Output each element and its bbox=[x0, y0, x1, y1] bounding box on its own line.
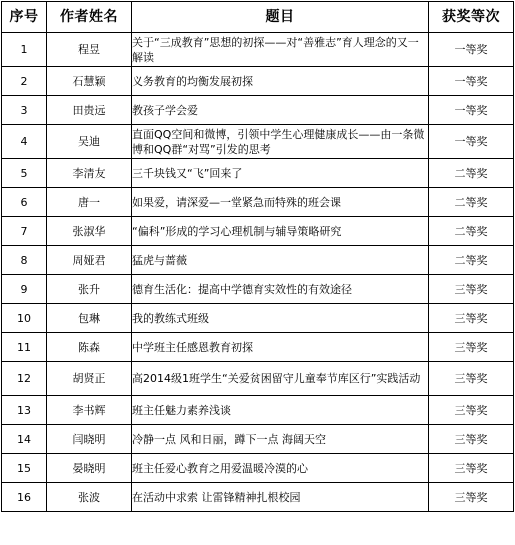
cell-title: 直面QQ空间和微博，引领中学生心理健康成长——由一条微博和QQ群“对骂”引发的思考 bbox=[132, 125, 429, 159]
cell-author: 胡贤正 bbox=[47, 362, 132, 396]
cell-author: 程昱 bbox=[47, 33, 132, 67]
cell-no: 8 bbox=[2, 246, 47, 275]
cell-award: 三等奖 bbox=[429, 333, 514, 362]
table-row bbox=[2, 483, 514, 512]
cell-no: 4 bbox=[2, 125, 47, 159]
cell-author: 唐一 bbox=[47, 188, 132, 217]
header-no: 序号 bbox=[2, 2, 47, 33]
cell-award: 一等奖 bbox=[429, 125, 514, 159]
table-header bbox=[2, 2, 514, 33]
cell-award: 三等奖 bbox=[429, 304, 514, 333]
cell-title: “偏科”形成的学习心理机制与辅导策略研究 bbox=[132, 217, 429, 246]
table-row bbox=[2, 333, 514, 362]
cell-author: 张波 bbox=[47, 483, 132, 512]
cell-title: 义务教育的均衡发展初探 bbox=[132, 67, 429, 96]
cell-author: 包琳 bbox=[47, 304, 132, 333]
cell-author: 闫晓明 bbox=[47, 425, 132, 454]
table-row bbox=[2, 67, 514, 96]
cell-author: 石慧颖 bbox=[47, 67, 132, 96]
cell-title: 如果爱，请深爱—一堂紧急而特殊的班会课 bbox=[132, 188, 429, 217]
cell-no: 15 bbox=[2, 454, 47, 483]
cell-no: 2 bbox=[2, 67, 47, 96]
cell-no: 12 bbox=[2, 362, 47, 396]
table-row bbox=[2, 246, 514, 275]
table-row bbox=[2, 188, 514, 217]
cell-award: 一等奖 bbox=[429, 33, 514, 67]
cell-no: 14 bbox=[2, 425, 47, 454]
cell-title: 教孩子学会爱 bbox=[132, 96, 429, 125]
cell-title: 冷静一点 风和日丽，蹲下一点 海阔天空 bbox=[132, 425, 429, 454]
cell-title: 猛虎与蔷薇 bbox=[132, 246, 429, 275]
table-row bbox=[2, 96, 514, 125]
cell-title: 我的教练式班级 bbox=[132, 304, 429, 333]
cell-award: 三等奖 bbox=[429, 425, 514, 454]
table-row bbox=[2, 362, 514, 396]
cell-author: 陈森 bbox=[47, 333, 132, 362]
cell-author: 吴迪 bbox=[47, 125, 132, 159]
cell-no: 13 bbox=[2, 396, 47, 425]
header-row bbox=[2, 2, 514, 33]
awards-table bbox=[1, 1, 514, 512]
cell-title: 德育生活化：提高中学德育实效性的有效途径 bbox=[132, 275, 429, 304]
cell-no: 6 bbox=[2, 188, 47, 217]
cell-title: 班主任魅力素养浅谈 bbox=[132, 396, 429, 425]
cell-author: 张淑华 bbox=[47, 217, 132, 246]
cell-title: 班主任爱心教育之用爱温暖冷漠的心 bbox=[132, 454, 429, 483]
cell-award: 一等奖 bbox=[429, 67, 514, 96]
cell-award: 一等奖 bbox=[429, 96, 514, 125]
cell-award: 二等奖 bbox=[429, 188, 514, 217]
cell-award: 二等奖 bbox=[429, 217, 514, 246]
cell-no: 1 bbox=[2, 33, 47, 67]
table-row bbox=[2, 275, 514, 304]
cell-no: 10 bbox=[2, 304, 47, 333]
cell-title: 中学班主任感恩教育初探 bbox=[132, 333, 429, 362]
table-row bbox=[2, 33, 514, 67]
cell-author: 田贵远 bbox=[47, 96, 132, 125]
table-body bbox=[2, 33, 514, 512]
cell-author: 李书辉 bbox=[47, 396, 132, 425]
table-row bbox=[2, 217, 514, 246]
cell-award: 二等奖 bbox=[429, 246, 514, 275]
table-row bbox=[2, 396, 514, 425]
cell-author: 李清友 bbox=[47, 159, 132, 188]
cell-award: 三等奖 bbox=[429, 275, 514, 304]
cell-no: 7 bbox=[2, 217, 47, 246]
table-row bbox=[2, 304, 514, 333]
table-row bbox=[2, 454, 514, 483]
cell-author: 张升 bbox=[47, 275, 132, 304]
cell-author: 晏晓明 bbox=[47, 454, 132, 483]
table-row bbox=[2, 125, 514, 159]
cell-award: 二等奖 bbox=[429, 159, 514, 188]
cell-no: 9 bbox=[2, 275, 47, 304]
cell-title: 三千块钱又“飞”回来了 bbox=[132, 159, 429, 188]
header-author: 作者姓名 bbox=[47, 2, 132, 33]
table-row bbox=[2, 425, 514, 454]
cell-no: 5 bbox=[2, 159, 47, 188]
cell-no: 16 bbox=[2, 483, 47, 512]
cell-title: 高2014级1班学生“关爱贫困留守儿童奉节库区行”实践活动 bbox=[132, 362, 429, 396]
cell-author: 周娅君 bbox=[47, 246, 132, 275]
cell-award: 三等奖 bbox=[429, 396, 514, 425]
cell-title: 在活动中求索 让雷锋精神扎根校园 bbox=[132, 483, 429, 512]
cell-no: 11 bbox=[2, 333, 47, 362]
table-row bbox=[2, 159, 514, 188]
cell-award: 三等奖 bbox=[429, 362, 514, 396]
cell-award: 三等奖 bbox=[429, 454, 514, 483]
cell-award: 三等奖 bbox=[429, 483, 514, 512]
cell-no: 3 bbox=[2, 96, 47, 125]
header-award: 获奖等次 bbox=[429, 2, 514, 33]
header-title: 题目 bbox=[132, 2, 429, 33]
cell-title: 关于“三成教育”思想的初探——对“善雅志”育人理念的又一解读 bbox=[132, 33, 429, 67]
